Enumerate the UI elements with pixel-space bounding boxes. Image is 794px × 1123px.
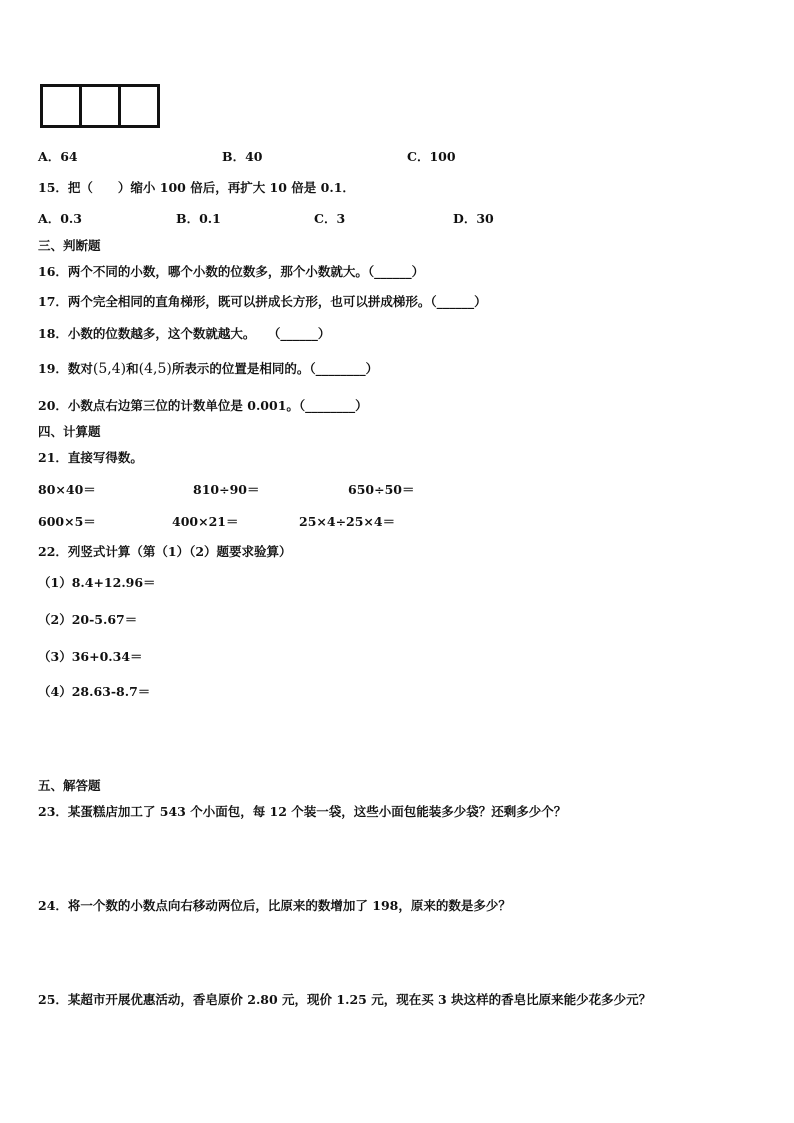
q20-text: 20．小数点右边第三位的计数单位是 0.001。（________）	[38, 398, 368, 413]
section-4-title: 四、计算题	[38, 424, 101, 439]
q15-text: 15．把（ ）缩小 100 倍后，再扩大 10 倍是 0.1．	[38, 180, 355, 195]
q19-pair-2: (4,5)	[138, 361, 172, 377]
q22-item-4: （4）28.63-8.7＝	[38, 684, 151, 699]
q15-option-b: B．0.1	[176, 211, 221, 226]
q19-and: 和	[126, 361, 139, 376]
q14-option-c: C．100	[407, 149, 456, 164]
q21-r1-c1: 80×40＝	[38, 482, 96, 497]
q22-title: 22．列竖式计算（第（1）（2）题要求验算）	[38, 544, 292, 559]
q23-text: 23．某蛋糕店加工了 543 个小面包，每 12 个装一袋，这些小面包能装多少袋？还剩多少个？	[38, 804, 567, 819]
q15-option-d: D．30	[453, 211, 494, 226]
square-3	[121, 87, 157, 125]
q18-text: 18．小数的位数越多，这个数就越大。 （______）	[38, 326, 331, 341]
q22-item-3: （3）36+0.34＝	[38, 649, 143, 664]
square-2	[82, 87, 121, 125]
q19-pair-1: (5,4)	[92, 361, 127, 377]
q21-r2-c1: 600×5＝	[38, 514, 96, 529]
q19-text	[38, 359, 378, 377]
q21-r1-c3: 650÷50＝	[348, 482, 415, 497]
three-squares-figure	[40, 84, 160, 128]
q19-prefix: 19．数对	[38, 361, 93, 376]
q14-option-b: B．40	[222, 149, 263, 164]
section-3-title: 三、判断题	[38, 238, 101, 253]
section-5-title: 五、解答题	[38, 778, 101, 793]
q21-title: 21．直接写得数。	[38, 450, 143, 465]
q14-option-a: A．64	[38, 149, 78, 164]
q16-text: 16．两个不同的小数，哪个小数的位数多，那个小数就大。（______）	[38, 264, 425, 279]
q25-text: 25．某超市开展优惠活动，香皂原价 2.80 元，现价 1.25 元，现在买 3 块这样的香皂比原来能少花多少元？	[38, 992, 652, 1007]
q22-item-1: （1）8.4+12.96＝	[38, 575, 156, 590]
q24-text: 24．将一个数的小数点向右移动两位后，比原来的数增加了 198，原来的数是多少？	[38, 898, 511, 913]
q21-r1-c2: 810÷90＝	[193, 482, 260, 497]
q21-r2-c3: 25×4÷25×4＝	[299, 514, 396, 529]
q15-option-a: A．0.3	[38, 211, 82, 226]
q17-text: 17．两个完全相同的直角梯形，既可以拼成长方形，也可以拼成梯形。（______）	[38, 294, 487, 309]
q21-r2-c2: 400×21＝	[172, 514, 239, 529]
q15-option-c: C．3	[314, 211, 346, 226]
q19-suffix: 所表示的位置是相同的。（________）	[171, 361, 379, 376]
q22-item-2: （2）20-5.67＝	[38, 612, 138, 627]
square-1	[43, 87, 82, 125]
